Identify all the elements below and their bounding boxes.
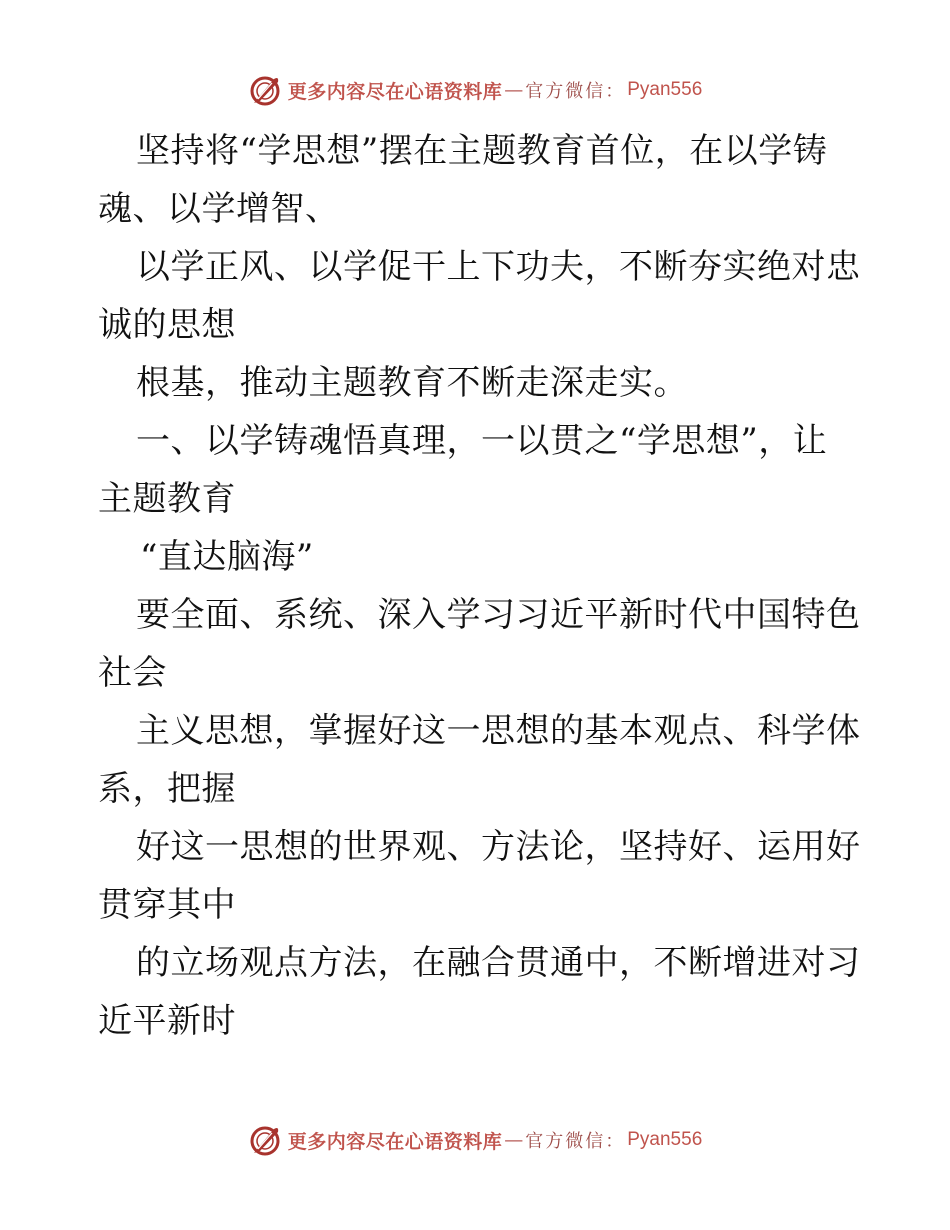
body-line: 贯穿其中	[98, 885, 236, 925]
body-line: 要全面、系统、深入学习习近平新时代中国特色	[136, 595, 861, 635]
document-body	[98, 122, 861, 1050]
body-line: 的立场观点方法，在融合贯通中，不断增进对习	[136, 943, 861, 983]
body-line: 社会	[98, 653, 167, 693]
footer-banner	[0, 1120, 950, 1160]
banner-wechat-id: Pyan556	[627, 79, 703, 100]
banner-dash: —	[504, 79, 524, 101]
body-line: 主义思想，掌握好这一思想的基本观点、科学体	[136, 711, 861, 751]
banner-wechat-label: 官方微信：	[525, 1131, 626, 1152]
banner-wechat-label: 官方微信：	[525, 81, 626, 102]
body-line: 主题教育	[98, 479, 236, 519]
body-line: 魂、以学增智、	[98, 189, 340, 229]
banner-title: 更多内容尽在心语资料库	[287, 80, 503, 103]
banner-title: 更多内容尽在心语资料库	[287, 1130, 503, 1153]
body-line: “直达脑海”	[140, 537, 314, 577]
feather-pen-logo-icon	[248, 1123, 282, 1157]
body-line: 好这一思想的世界观、方法论，坚持好、运用好	[136, 827, 861, 867]
body-line: 近平新时	[98, 1001, 236, 1041]
body-line: 根基，推动主题教育不断走深走实。	[136, 363, 688, 403]
feather-pen-logo-icon	[248, 73, 282, 107]
body-line: 系，把握	[98, 769, 236, 809]
banner-wechat-id: Pyan556	[627, 1129, 703, 1150]
body-line: 以学正风、以学促干上下功夫，不断夯实绝对忠	[136, 247, 861, 287]
header-banner	[0, 70, 950, 110]
body-line: 诚的思想	[98, 305, 236, 345]
banner-dash: —	[504, 1129, 524, 1151]
body-line: 坚持将“学思想”摆在主题教育首位，在以学铸	[136, 131, 828, 171]
section-heading-line: 一、以学铸魂悟真理，一以贯之“学思想”，让	[136, 421, 828, 461]
